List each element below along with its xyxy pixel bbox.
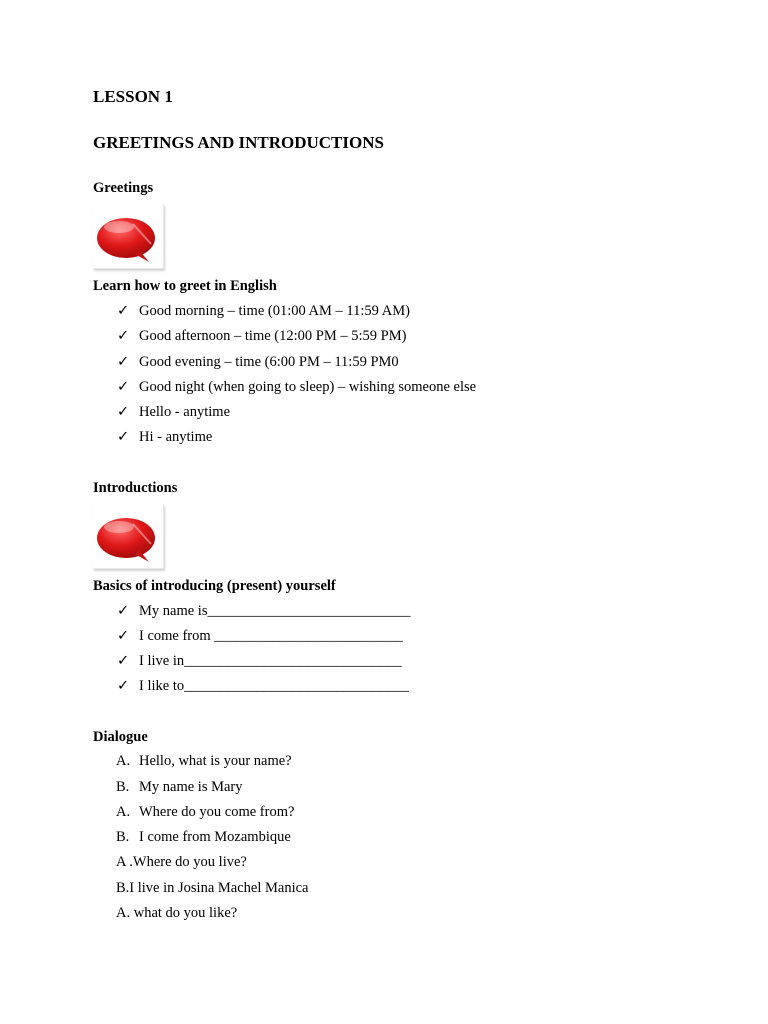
introductions-subheading: Basics of introducing (present) yourself [93, 578, 336, 594]
list-item: ✓ Good night (when going to sleep) – wishing someone else [117, 379, 477, 395]
dialogue-marker: B. [116, 829, 130, 845]
greetings-heading: Greetings [93, 180, 154, 196]
dialogue-line: A. what do you like? [116, 905, 238, 921]
check-icon: ✓ [117, 429, 130, 445]
list-item: ✓ I come from __________________________ [117, 628, 403, 644]
check-icon: ✓ [117, 653, 130, 669]
check-icon: ✓ [117, 628, 130, 644]
greetings-subheading: Learn how to greet in English [93, 278, 277, 294]
check-icon: ✓ [117, 678, 130, 694]
list-item: ✓ My name is____________________________ [117, 603, 411, 619]
dialogue-heading: Dialogue [93, 729, 148, 745]
dialogue-line: B.I live in Josina Machel Manica [116, 880, 309, 896]
check-icon: ✓ [117, 328, 130, 344]
speech-bubble-icon [95, 210, 159, 266]
dialogue-line: B. My name is Mary [116, 779, 243, 795]
speech-bubble-icon [95, 510, 159, 566]
list-item: ✓ I live in______________________________ [117, 653, 402, 669]
list-item: ✓ Good morning – time (01:00 AM – 11:59 AM) [117, 303, 410, 319]
dialogue-marker: B. [116, 779, 130, 795]
dialogue-line: A. Where do you come from? [116, 804, 295, 820]
dialogue-line: A .Where do you live? [116, 854, 247, 870]
dialogue-line: B. I come from Mozambique [116, 829, 291, 845]
list-item: ✓ Hello - anytime [117, 404, 231, 420]
check-icon: ✓ [117, 303, 130, 319]
check-icon: ✓ [117, 354, 130, 370]
check-icon: ✓ [117, 603, 130, 619]
dialogue-line: A. Hello, what is your name? [116, 753, 292, 769]
dialogue-marker: A. [116, 753, 131, 769]
introductions-heading: Introductions [93, 480, 178, 496]
list-item: ✓ I like to_______________________________ [117, 678, 409, 694]
check-icon: ✓ [117, 379, 130, 395]
lesson-number: LESSON 1 [93, 87, 173, 106]
list-item: ✓ Good evening – time (6:00 PM – 11:59 PM0 [117, 354, 399, 370]
page-title: GREETINGS AND INTRODUCTIONS [93, 133, 384, 152]
introductions-speech-bubble-icon [93, 504, 164, 569]
list-item: ✓ Hi - anytime [117, 429, 213, 445]
check-icon: ✓ [117, 404, 130, 420]
greetings-speech-bubble-icon [93, 204, 164, 269]
dialogue-marker: A. [116, 804, 131, 820]
list-item: ✓ Good afternoon – time (12:00 PM – 5:59 PM) [117, 328, 407, 344]
